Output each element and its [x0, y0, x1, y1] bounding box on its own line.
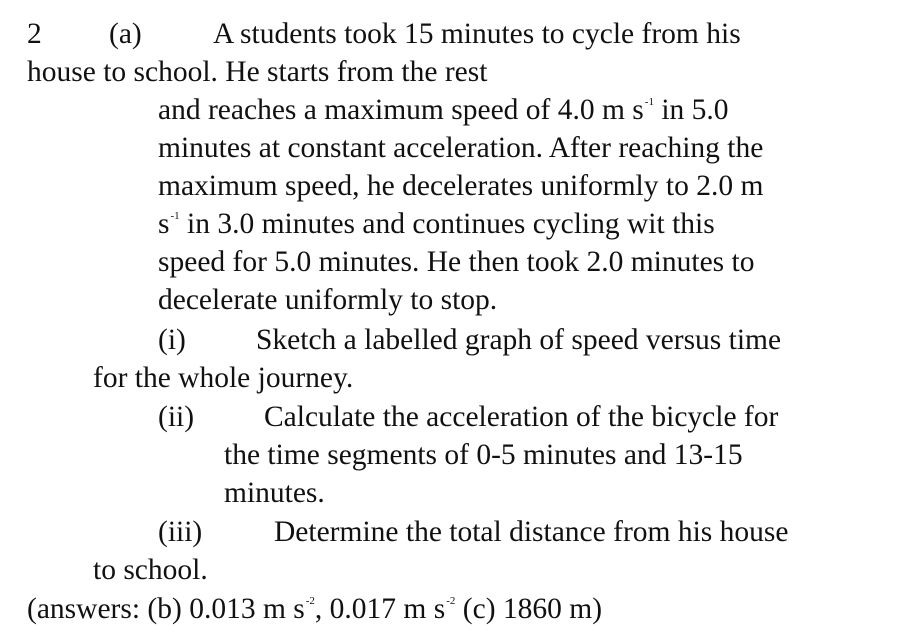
subpart-ii-line-2: the time segments of 0-5 minutes and 13-15: [224, 439, 743, 471]
subpart-ii-text: Calculate the acceleration of the bicycle for: [264, 401, 779, 433]
stem-line-8: decelerate uniformly to stop.: [158, 284, 498, 316]
stem-line-2: house to school. He starts from the rest: [27, 56, 488, 88]
stem-line-6b: in 3.0 minutes and continues cycling wit this: [179, 208, 715, 240]
subpart-iii-line-1: [158, 513, 789, 551]
stem-line-3: [158, 91, 729, 129]
question-number: 2: [27, 18, 42, 50]
subpart-iii-text: Determine the total distance from his house: [274, 516, 789, 548]
stem-line-3a: and reaches a maximum speed of 4.0 m s: [158, 94, 644, 126]
unit-exponent: -1: [644, 96, 654, 108]
stem-line-6: [158, 205, 715, 243]
question-heading-line: [27, 15, 741, 53]
stem-line-6a: s: [158, 208, 170, 240]
answer-exponent-1: -2: [305, 595, 315, 607]
subpart-iii-label: (iii): [158, 516, 203, 548]
answer-exponent-2: -2: [446, 595, 456, 607]
subpart-i-label: (i): [158, 324, 186, 356]
subpart-iii-line-2: to school.: [93, 554, 208, 586]
answers-prefix: (answers: (b) 0.013 m s: [27, 593, 305, 625]
stem-line-7: speed for 5.0 minutes. He then took 2.0 minutes to: [158, 246, 755, 278]
subpart-ii-line-3: minutes.: [224, 477, 325, 509]
subpart-i-line-2: for the whole journey.: [93, 362, 354, 394]
unit-exponent: -1: [170, 210, 180, 222]
answers-middle: , 0.017 m s: [314, 593, 446, 625]
stem-line-4: minutes at constant acceleration. After reaching the: [158, 132, 764, 164]
part-label: (a): [109, 18, 142, 50]
answers-line: [27, 590, 602, 628]
subpart-i-line-1: [158, 321, 782, 359]
stem-line-5: maximum speed, he decelerates uniformly to 2.0 m: [158, 170, 764, 202]
stem-line-1: A students took 15 minutes to cycle from his: [213, 18, 741, 50]
subpart-ii-line-1: [158, 398, 779, 436]
subpart-ii-label: (ii): [158, 401, 195, 433]
stem-line-3b: in 5.0: [653, 94, 729, 126]
subpart-i-text: Sketch a labelled graph of speed versus time: [256, 324, 782, 356]
answers-suffix: (c) 1860 m): [455, 593, 603, 625]
